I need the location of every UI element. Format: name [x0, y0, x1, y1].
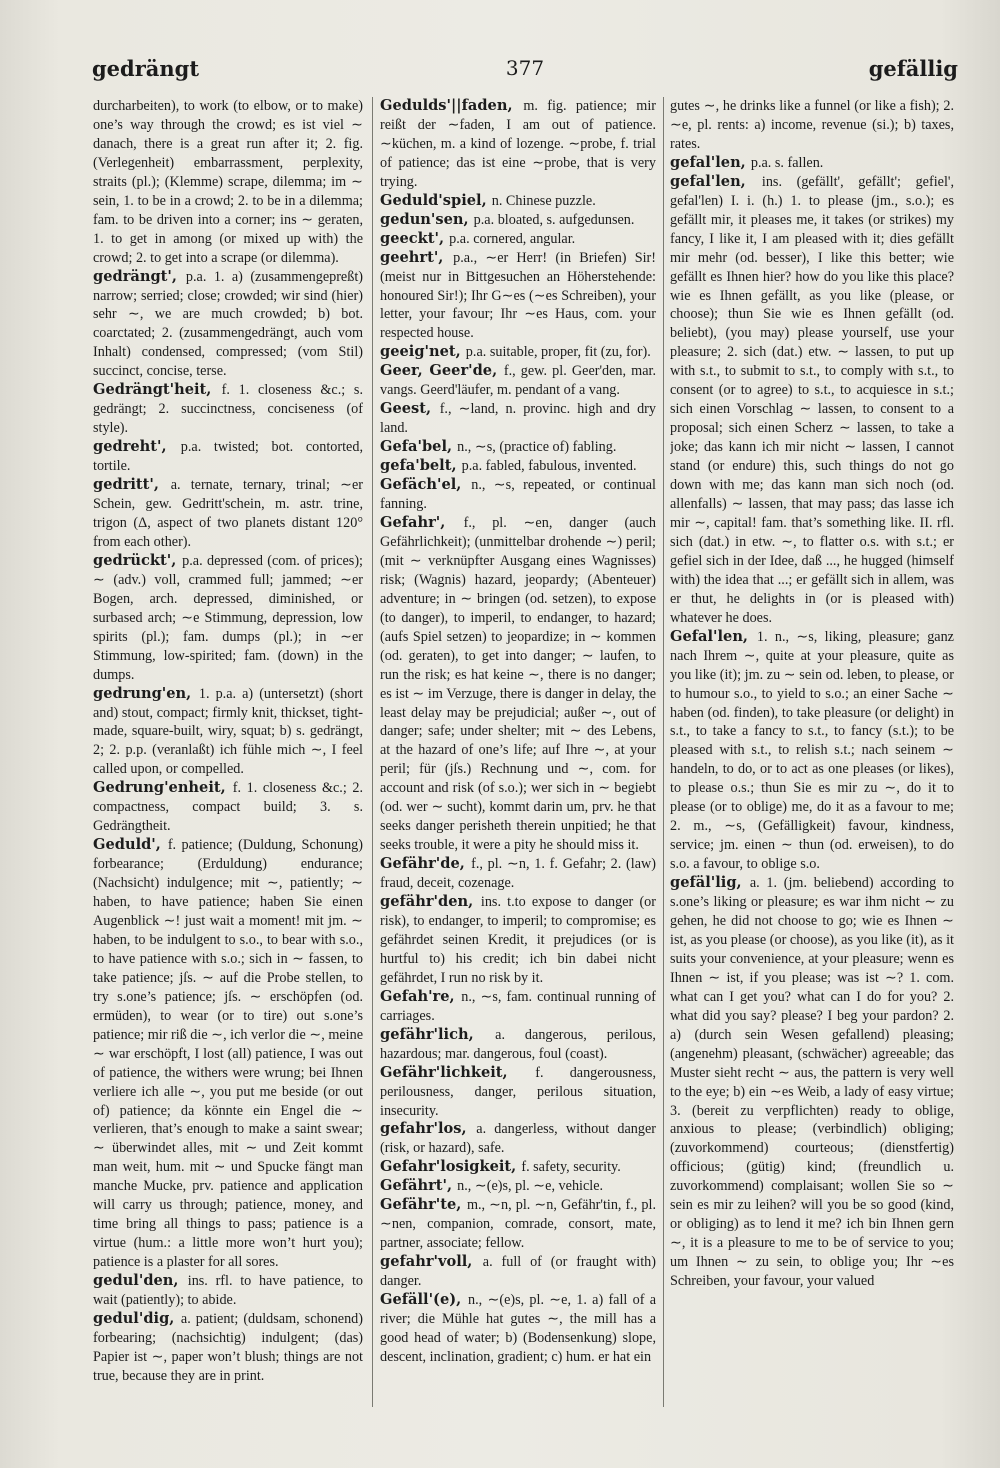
entry-definition: 1. n., ∼s, liking, pleasure; ganz nach Ihrem ∼, quite at your pleasure, quite as you like (it); jm. zu ∼ sein od. leben, to please, or to humour s.o., to yield to s.o.; an einer Sache ∼ haben (od. finden), to take pleasure (or delight) in s.t., to take a fancy to s.t., to fancy (s.t.); to be pleased with s.t., to relish s.t.; nach seinem ∼ handeln, to do, or to act as one pleases (or likes), to please o.s.; thun Sie es mir zu ∼, do it to please (or to oblige) me, do it as a favour to me; 2. m., ∼s, (Gefälligkeit) favour, kindness, service; jm. einen ∼ thun (od. erweisen), to do s.o. a favour, to oblige s.o. [670, 628, 954, 873]
entry-definition: p.a. cornered, angular. [449, 230, 576, 247]
entry-definition: p.a. suitable, proper, fit (zu, for). [465, 344, 651, 361]
entry-headword: Gefahr', [380, 513, 464, 531]
entry-definition: a. 1. (jm. beliebend) according to s.one’s liking or pleasure; es war ihm nicht ∼ zu gehen, he did not choose to go; wie es Ihnen ∼ ist, as you please (or choose), as you like (it), as it suits your convenience, at your pleasure; wenn es Ihnen ∼ ist, if you please; was ist ∼? 1. com. what can I get you? what can I do for you? 2. what did you say? please? I beg your pardon? 2. a) (durch sein Wesen gefallend) pleasing; (angenehm) pleasant, (schwächer) agreeable; das Muster sieht recht ∼ aus, the pattern is very well to the eye; b) ein ∼es Weib, a lady of easy virtue; 3. (bereit zu verpflichten) ready to oblige, anxious to please; (verbindlich) obliging; (zuvorkommend) courteous; (dienstfertig) officious; (gütig) kind; (freundlich u. zuvorkommend) complaisant; wollen Sie so ∼ sein es mir zu leihen? will you be so good (kind, or obliging) as to lend it me? ich bin Ihnen gern ∼, it is a pleasure to me to be of service to you; um Ihnen ∼ zu sein, to oblige you; Ihr ∼es Schreiben, your favour, your valued [670, 875, 954, 1290]
entry-definition: a. dangerous, perilous, hazardous; mar. dangerous, foul (coast). [380, 1026, 656, 1062]
entry-definition: ins. (gefällt', gefällt'; gefiel', gefal'len) I. i. (h.) 1. to please (jm., s.o.); es gefällt mir, it pleases me, it takes (or strikes) my fancy, I like it, I am pleased with it; dies gefällt mir mehr (od. besser), I like this better; wie gefällt es Ihnen hier? how do you like this place? wie es Ihnen gefällt, as you like (please, or choose); thun Sie wie es Ihnen gefällt (od. beliebt), (you may) please yourself, use your pleasure; 2. sich (dat.) etw. ∼ lassen, to put up with s.t., to submit to s.t., to comply with s.t., to consent (or to agree) to s.t., to acquiesce in s.t.; sich einen Vorschlag ∼ lassen, to consent to a proposal; sich einen Scherz ∼ lassen, to take a joke; das kann ich mir nicht ∼ lassen, I cannot stand (or endure) this, such things do not go down with me; das kann man sich noch (od. allenfalls) ∼ lassen, that may pass; das lasse ich mir ∼, capital! fam. that’s something like. II. rfl. sich (dat.) in etw. ∼, to flatter o.s. with s.t.; er gefiel sich in der Idee, daß ..., he hugged (himself with) the idea that ...; er gefällt sich in allem, was er thut, he delights in (or is pleased with) whatever he does. [670, 173, 954, 626]
dictionary-entry [380, 400, 656, 438]
entry-headword: gedreht', [93, 438, 181, 456]
entry-headword: Gefa'bel, [380, 438, 458, 456]
entry-definition: a. full of (or fraught with) danger. [380, 1254, 656, 1290]
dictionary-entry [380, 230, 656, 249]
entry-definition: p.a. depressed (com. of prices); ∼ (adv.) voll, crammed full; jammed; ∼er Bogen, arch. depressed, diminished, or surbased arch; ∼e Stimmung, depression, low spirits (pl.); fam. dumps (pl.); in ∼er Stimmung, low-spirited; fam. (down) in the dumps. [93, 552, 363, 683]
dictionary-entry [380, 1291, 656, 1367]
dictionary-entry [93, 1310, 363, 1386]
dictionary-entry [380, 514, 656, 855]
entry-headword: gedrängt', [93, 267, 186, 285]
entry-headword: gefahr'los, [380, 1120, 477, 1138]
entry-headword: geeckt', [380, 229, 450, 247]
entry-definition: p.a. bloated, s. aufgedunsen. [473, 211, 635, 228]
dictionary-entry [380, 1253, 656, 1291]
entry-headword: geeig'net, [380, 343, 466, 361]
entry-headword: Geer, Geer'de, [380, 362, 504, 380]
entry-headword: gedun'sen, [380, 210, 474, 228]
dictionary-entry [380, 1177, 656, 1196]
dictionary-entry [380, 97, 656, 192]
entry-headword: Gefähr'lichkeit, [380, 1063, 536, 1081]
column-right [670, 97, 954, 1422]
dictionary-entry [93, 438, 363, 476]
dictionary-entry [93, 779, 363, 836]
entry-definition: f., pl. ∼n, 1. f. Gefahr; 2. (law) fraud, deceit, cozenage. [380, 856, 656, 892]
entry-definition: 1. p.a. a) (untersetzt) (short and) stout, compact; firmly knit, thickset, tight-made, square-built, wiry, squat; b) s. gedrängt, 2; 2. p.p. (veranlaßt) ich fühle mich ∼, I feel called upon, or compelled. [93, 685, 363, 778]
entry-headword: Gefal'len, [670, 627, 757, 645]
entry-definition: n., ∼s, (practice of) fabling. [457, 439, 617, 456]
entry-definition: ins. rfl. to have patience, to wait (patiently); to abide. [93, 1273, 363, 1309]
entry-headword: gedritt', [93, 476, 171, 494]
dictionary-entry [93, 836, 363, 1272]
entry-headword: gefal'len, [670, 172, 762, 190]
entry-definition: p.a., ∼er Herr! (in Briefen) Sir! (meist nur in Bittgesuchen an Höherstehende: honoured Sir!); Ihr G∼es (∼es Schreiben), your letter, your favour; Ihr ∼es Haus, com. your respected house. [380, 249, 656, 342]
entry-definition: n., ∼(e)s, pl. ∼e, 1. a) fall of a river; die Mühle hat gutes ∼, the mill has a good head of water; b) (Bodensenkung) slope, descent, inclination, gradient; c) hum. er hat ein [380, 1292, 656, 1365]
dictionary-entry [93, 685, 363, 780]
entry-definition: p.a. twisted; bot. contorted, tortile. [93, 439, 363, 475]
entry-headword: Gefährt', [380, 1177, 458, 1195]
header-right-guideword: gefällig [868, 56, 958, 81]
entry-headword: gedul'dig, [93, 1310, 181, 1327]
entry-definition: a. ternate, ternary, trinal; ∼er Schein, gew. Gedritt'schein, m. astr. trine, trigon (Δ, aspect of two planets distant 120° from each other). [93, 477, 363, 550]
entry-definition: f. 1. closeness &c.; s. gedrängt; 2. succinctness, conciseness (of style). [93, 382, 363, 437]
entry-definition: n., ∼s, repeated, or continual fanning. [380, 477, 656, 513]
entry-definition: f. patience; (Duldung, Schonung) forbearance; (Erduldung) endurance; (Nachsicht) indulgence; mit ∼, patiently; ∼ haben, to have patience; haben Sie einen Augenblick ∼! just wait a moment! mit jm. ∼ haben, to be indulgent to s.o., to bear with s.o., to have patience with s.o.; sich in ∼ fassen, to take patience; jſs. ∼ auf die Probe stellen, to try s.one’s patience; jſs. ∼ erschöpfen (od. ermüden), to wear (or to tire) out s.one’s patience; mir riß die ∼, ich verlor die ∼, meine ∼ war erschöpft, I lost (all) patience, I was out of patience, the withers were wrung; bei Ihnen verliere ich alle ∼, you put me beside (or out of) patience; da könnte ein Engel die ∼ verlieren, that’s enough to make a saint swear; ∼ überwindet alles, mit ∼ und Zeit kommt man weit, hum. mit ∼ und Spucke fängt man manche Mucke, prv. patience and application will carry us through; patience, money, and time bring all things to pass; patience is a virtue (hum.: a little more won’t hurt you); patience is a plaster for all sores. [93, 837, 363, 1271]
entry-definition: f. dangerousness, perilousness, danger, perilous situation, insecurity. [380, 1064, 656, 1119]
entry-definition: f., pl. ∼en, danger (auch Gefährlichkeit); (unmittelbar drohende ∼) peril; (mit ∼ verknüpfter Ausgang eines Wagnisses) risk; (Wagnis) hazard, jeopardy; (Abenteuer) adventure; in ∼ bringen (od. setzen), to expose (to danger), to imperil, to endanger, to hazard; (aufs Spiel setzen) to jeopardize; in ∼ kommen (od. geraten), to get into danger; ∼ laufen, to run the risk; es hat keine ∼, there is no danger; es ist ∼ im Verzuge, there is danger in delay, the least delay may be prejudicial; außer ∼, out of danger; safe; under shelter; mit ∼ des Lebens, at the hazard of one’s life; auf Ihre ∼, at your peril; für (jſs.) Rechnung und ∼, com. for account and risk (of s.o.); wer sich in ∼ begiebt (od. wer ∼ sucht), kommt darin um, prv. he that seeks danger perisheth therein unpitied; he that seeks trouble, it were a pity he should miss it. [380, 514, 656, 854]
dictionary-entry [380, 855, 656, 893]
entry-headword: Gefäll'(e), [380, 1291, 469, 1309]
entry-definition: f. 1. closeness &c.; 2. compactness, compact build; 3. s. Gedrängtheit. [93, 780, 363, 835]
entry-definition: n., ∼(e)s, pl. ∼e, vehicle. [457, 1178, 604, 1195]
entry-definition: p.a. 1. a) (zusammengepreßt) narrow; serried; close; crowded; wir sind (hier) sehr ∼, we are much crowded; b) bot. coarctated; 2. (zusammengedrängt, auch vom Inhalt) condensed, compressed; (vom Stil) succinct, concise, terse. [93, 268, 363, 380]
entry-definition: f., gew. pl. Geer'den, mar. vangs. Geerd'läufer, m. pendant of a vang. [380, 363, 656, 399]
column-divider [663, 97, 664, 1407]
dictionary-entry [380, 1120, 656, 1158]
entry-headword: Gefähr'de, [380, 855, 472, 873]
entry-headword: Gefäch'el, [380, 476, 472, 494]
entry-definition: f., ∼land, n. provinc. high and dry land. [380, 401, 656, 437]
running-header [92, 50, 958, 90]
dictionary-entry [380, 211, 656, 230]
entry-continuation: gutes ∼, he drinks like a funnel (or like a fish); 2. ∼e, pl. rents: a) income, revenue (si.); b) taxes, rates. [670, 98, 954, 152]
dictionary-entry [380, 893, 656, 988]
entry-definition: p.a. fabled, fabulous, invented. [461, 458, 637, 475]
dictionary-entry [670, 628, 954, 874]
header-left-guideword: gedrängt [92, 56, 200, 81]
entry-headword: gefäl'lig, [670, 874, 750, 892]
entry-headword: gefa'belt, [380, 457, 462, 475]
dictionary-entry [93, 1272, 363, 1310]
dictionary-entry [380, 1026, 656, 1064]
entry-headword: Gedulds'||faden, [380, 97, 524, 114]
entry-headword: Geest, [380, 400, 440, 418]
entry-headword: gedul'den, [93, 1272, 188, 1290]
entry-headword: gefal'len, [670, 153, 751, 171]
dictionary-entry [380, 249, 656, 344]
entry-headword: Geduld'spiel, [380, 191, 492, 209]
dictionary-entry [93, 552, 363, 685]
dictionary-entry [670, 154, 954, 173]
entry-headword: gefähr'den, [380, 893, 481, 911]
column-divider [372, 97, 373, 1407]
entry-headword: Gefah're, [380, 987, 462, 1005]
entry-definition: n., ∼s, fam. continual running of carriages. [380, 988, 656, 1024]
entry-definition: n. Chinese puzzle. [491, 192, 596, 209]
entry-definition: a. dangerless, without danger (risk, or hazard), safe. [380, 1121, 656, 1157]
dictionary-entry [670, 173, 954, 628]
entry-definition: p.a. s. fallen. [750, 154, 824, 171]
entry-definition: a. patient; (duldsam, schonend) forbearing; (nachsichtig) indulgent; (das) Papier ist ∼, paper won’t blush; things are not true, because they are in print. [93, 1311, 363, 1384]
entry-headword: Geduld', [93, 836, 168, 854]
entry-headword: Gedrung'enheit, [93, 779, 233, 797]
entry-headword: Gefähr'te, [380, 1196, 467, 1214]
entry-definition: ins. t.to expose to danger (or risk), to endanger, to imperil; to compromise; es gefährdet seinen Kredit, it prejudices (or is hurtful to) his credit; ich bin dabei nicht gefährdet, I run no risk by it. [380, 894, 656, 986]
dictionary-entry [380, 192, 656, 211]
entry-headword: gefahr'voll, [380, 1253, 483, 1271]
dictionary-entry [380, 988, 656, 1026]
entry-headword: Gedrängt'heit, [93, 381, 222, 399]
dictionary-entry [380, 1064, 656, 1121]
entry-definition: m. fig. patience; mir reißt der ∼faden, I am out of patience. ∼küchen, m. a kind of lozenge. ∼probe, f. trial of patience; das ist eine ∼probe, that is very trying. [380, 98, 656, 190]
dictionary-entry [380, 1158, 656, 1177]
dictionary-entry [93, 476, 363, 552]
entry-definition: f. safety, security. [521, 1159, 621, 1176]
dictionary-entry [670, 874, 954, 1291]
dictionary-entry [93, 268, 363, 382]
dictionary-entry [380, 343, 656, 362]
dictionary-entry [380, 362, 656, 400]
entry-headword: Gefahr'losigkeit, [380, 1158, 522, 1176]
dictionary-entry [380, 438, 656, 457]
dictionary-entry [380, 1196, 656, 1253]
dictionary-entry [93, 381, 363, 438]
entry-headword: gedrückt', [93, 551, 183, 569]
column-middle [380, 97, 656, 1422]
entry-headword: gefähr'lich, [380, 1025, 496, 1043]
dictionary-entry [380, 476, 656, 514]
entry-headword: gedrung'en, [93, 684, 199, 702]
entry-headword: geehrt', [380, 248, 454, 266]
dictionary-entry [380, 457, 656, 476]
entry-continuation: durcharbeiten), to work (to elbow, or to make) one’s way through the crowd; es ist viel ∼ danach, there is a great run after it; 2. fig. (Verlegenheit) embarrassment, perplexity, straits (pl.); (Klemme) scrape, dilemma; im ∼ sein, 1. to be in a crowd; 2. to be in a dilemma; fam. to be driven into a corner; ins ∼ geraten, 1. to get in among (or mixed up with) the crowd; 2. to get into a scrape (or dilemma). [93, 98, 363, 266]
page-number: 377 [505, 56, 545, 80]
column-left [93, 97, 363, 1422]
entry-definition: m., ∼n, pl. ∼n, Gefähr'tin, f., pl. ∼nen, companion, comrade, consort, mate, partner, associate; fellow. [380, 1197, 656, 1252]
